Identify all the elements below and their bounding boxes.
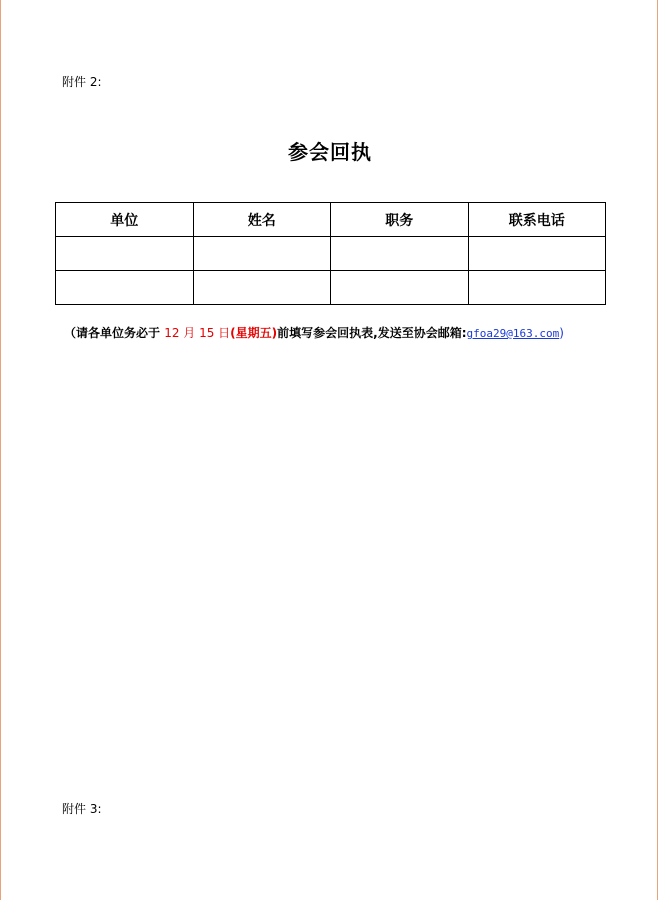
note-prefix: （请各单位务必于 <box>64 326 165 340</box>
note-deadline-date: 12 月 15 日 <box>164 326 231 340</box>
cell-name[interactable] <box>193 271 331 305</box>
attachment-2-label: 附件 2: <box>62 75 102 89</box>
header-name: 姓名 <box>193 203 331 237</box>
cell-unit[interactable] <box>56 271 194 305</box>
page-title: 参会回执 <box>288 140 372 164</box>
cell-position[interactable] <box>331 271 469 305</box>
note-deadline-weekday: (星期五) <box>230 326 278 340</box>
email-link[interactable]: gfoa29@163.com <box>466 327 560 340</box>
table-header-row <box>56 203 606 237</box>
receipt-table <box>55 202 606 305</box>
cell-position[interactable] <box>331 237 469 271</box>
header-unit: 单位 <box>56 203 194 237</box>
attachment-3-label: 附件 3: <box>62 802 102 816</box>
header-position: 职务 <box>331 203 469 237</box>
cell-phone[interactable] <box>468 237 606 271</box>
note-suffix: ) <box>559 326 564 340</box>
submission-note <box>64 325 564 342</box>
cell-unit[interactable] <box>56 237 194 271</box>
table-row <box>56 271 606 305</box>
note-middle: 前填写参会回执表,发送至协会邮箱: <box>277 326 467 340</box>
cell-phone[interactable] <box>468 271 606 305</box>
cell-name[interactable] <box>193 237 331 271</box>
header-phone: 联系电话 <box>468 203 606 237</box>
table-row <box>56 237 606 271</box>
